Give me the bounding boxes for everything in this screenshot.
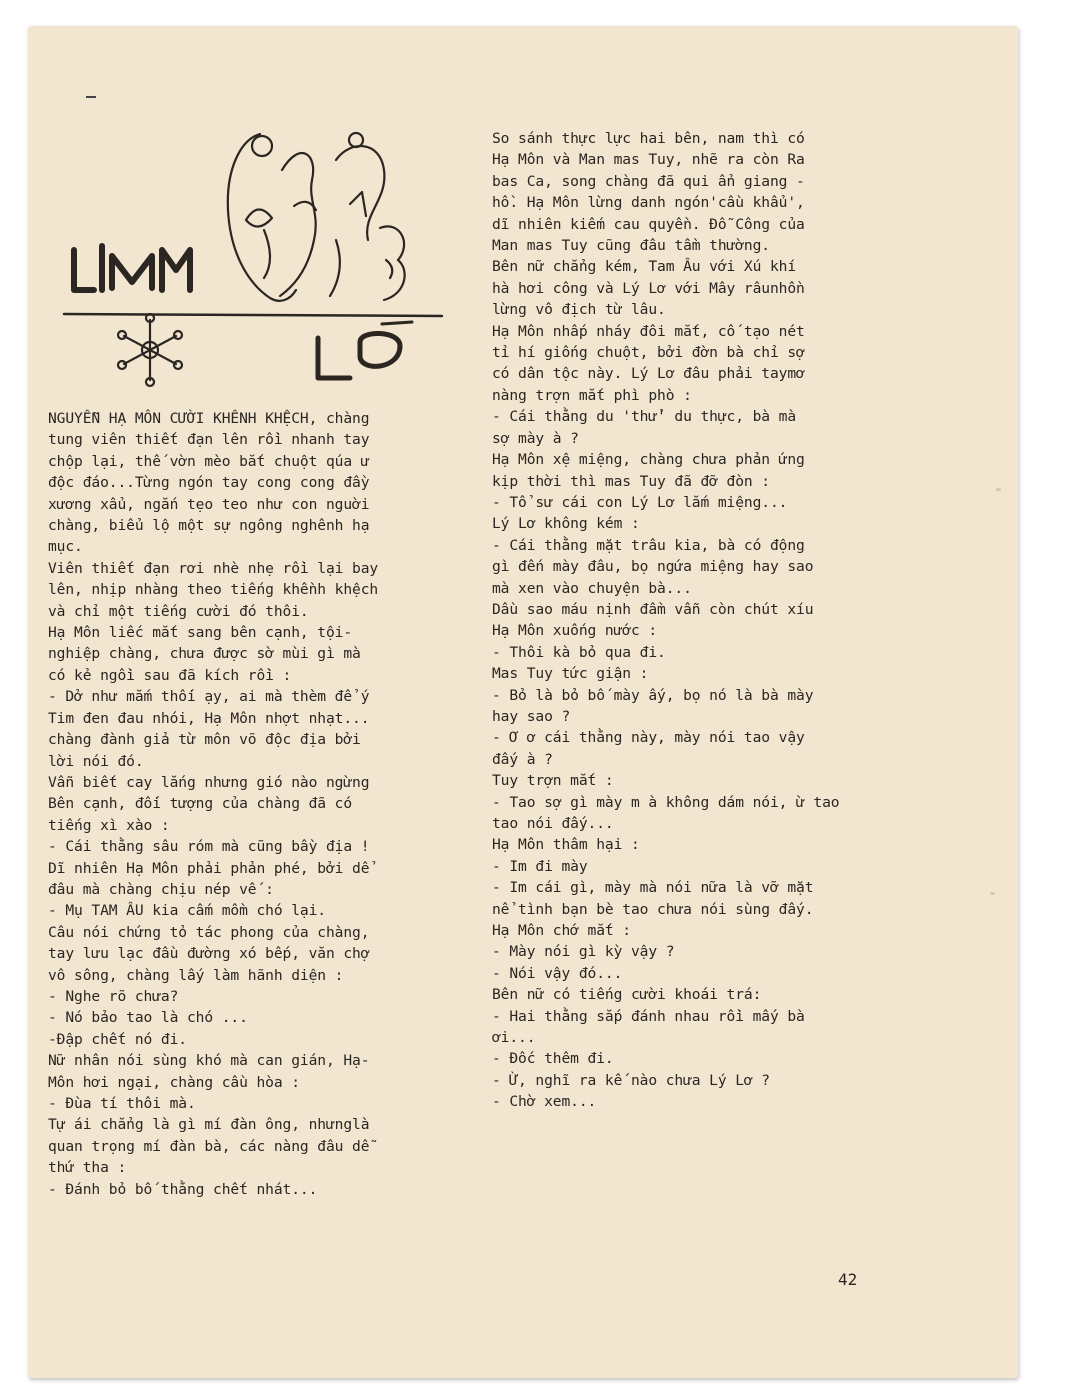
text-line: tay lưu lạc đầu đường xó bếp, văn chợ	[48, 945, 370, 963]
text-line: kịp thời thì mas Tuy đã đỡ đòn :	[492, 472, 770, 490]
text-line: Man mas Tuy cũng đâu tầm thường.	[492, 237, 770, 255]
text-line: - Đánh bỏ bố thằng chết nhát...	[48, 1180, 318, 1198]
text-line: chàng, biểu lộ một sự ngông nghênh hạ	[48, 517, 370, 535]
text-line: Vẫn biết cay lắng nhưng gió nào ngừng	[48, 773, 370, 791]
text-line: Lý Lơ không kém :	[492, 515, 640, 533]
text-line: vô sông, chàng lấy làm hãnh diện :	[48, 966, 344, 984]
text-line: Bên nữ có tiếng cười khoái trá:	[492, 986, 762, 1004]
title-rule	[64, 314, 442, 316]
text-line: So sánh thực lực hai bên, nam thì có	[492, 130, 805, 147]
text-line: Bên cạnh, đối tượng của chàng đã có	[48, 795, 353, 813]
binding-hole	[990, 892, 995, 895]
text-line: - Nó bảo tao là chó ...	[48, 1009, 248, 1027]
text-line: Dĩ nhiên Hạ Môn phải phản phé, bởi dể	[48, 859, 370, 877]
ink-mark	[86, 96, 96, 98]
text-line: sợ mày à ?	[492, 429, 579, 447]
text-line: - Mụ TAM ÂU kia cấm mồm chó lại.	[48, 902, 326, 920]
text-line: - Cái thằng sâu róm mà cũng bầy địa !	[48, 838, 370, 856]
text-line: Viên thiết đạn rơi nhè nhẹ rồi lại bay	[48, 559, 379, 577]
text-line: Nữ nhân nói sùng khó mà can gián, Hạ-	[48, 1052, 370, 1070]
text-line: xương xẩu, ngắn tẹo teo như con nguời	[48, 495, 370, 513]
text-line: chàng đành giả từ môn võ độc địa bởi	[48, 731, 361, 749]
title-lettering-2	[318, 322, 412, 378]
text-line: hà hơi công và Lý Lơ với Mây râunhồn	[492, 279, 805, 297]
text-line: nàng trợn mắt phì phò :	[492, 386, 692, 404]
text-line: - Đốc thêm đi.	[492, 1050, 614, 1068]
text-line: lừng vô địch từ lâu.	[492, 301, 666, 319]
text-line: độc đáo...Từng ngón tay cong cong đầy	[48, 474, 370, 492]
text-line: - Thôi kà bỏ qua đi.	[492, 643, 666, 661]
text-line: có kẻ ngồi sau đã kích rồi :	[48, 666, 292, 684]
text-line: - Dở như mắm thối ạy, ai mà thèm để ý	[48, 688, 370, 706]
text-line: Hạ Môn liếc mắt sang bên cạnh, tội-	[48, 624, 353, 642]
text-line: Môn hơi ngại, chàng cầu hòa :	[48, 1073, 300, 1091]
text-line: chộp lại, thế vờn mèo bắt chuột qúa ư	[48, 452, 370, 470]
text-line: Dầu sao máu nịnh đầm vẫn còn chút xíu	[492, 600, 814, 618]
text-line: dĩ nhiên kiếm cau quyền. Đỗ Công của	[492, 215, 805, 233]
text-line: Tuy trợn mắt :	[492, 772, 614, 790]
text-line: lời nói đó.	[48, 752, 144, 770]
text-line: - Cái thằng du 'thử' du thực, bà mà	[492, 408, 797, 426]
text-line: tỉ hí giống chuột, bởi đờn bà chỉ sợ	[492, 344, 805, 362]
binding-hole	[996, 488, 1001, 491]
text-line: và chỉ một tiếng cười đó thôi.	[48, 602, 309, 620]
text-line: đâu mà chàng chịu nép vế :	[48, 880, 274, 898]
text-line: thứ tha :	[48, 1159, 127, 1177]
text-line: ơi...	[492, 1029, 536, 1047]
text-line: Tự ái chẳng là gì mí đàn ông, nhưnglà	[48, 1116, 370, 1134]
page-number: 42	[838, 1270, 858, 1289]
text-line: quan trọng mí đàn bà, các nàng đâu dễ	[48, 1137, 370, 1155]
text-line: - Bỏ là bỏ bố mày ấy, bọ nó là bà mày	[492, 686, 814, 704]
text-line: gì đến mày đâu, bọ ngứa miệng hay sao	[492, 558, 814, 576]
text-line: lên, nhịp nhàng theo tiếng khềnh khệch	[48, 581, 379, 599]
text-line: - Hai thằng sắp đánh nhau rồi mấy bà	[492, 1007, 805, 1025]
text-line: Hạ Môn chớ mắt :	[492, 922, 631, 940]
text-line: Hạ Môn xệ miệng, chàng chưa phản ứng	[492, 451, 805, 469]
title-illustration	[50, 110, 470, 400]
text-line: có dân tộc này. Lý Lơ đâu phải taymơ	[492, 365, 805, 383]
text-line: tao nói đấy...	[492, 815, 614, 832]
text-line: Hạ Môn thâm hại :	[492, 836, 640, 854]
text-line: Câu nói chứng tỏ tác phong của chàng,	[48, 923, 370, 941]
text-line: nghiệp chàng, chưa được sờ mùi gì mà	[48, 645, 361, 663]
text-line: Hạ Môn và Man mas Tuy, nhẽ ra còn Ra	[492, 151, 805, 169]
text-line: - Ơ ơ cái thằng này, mày nói tao vậy	[492, 729, 805, 747]
text-line: - Mày nói gì kỳ vậy ?	[492, 943, 675, 961]
text-line: tung viên thiết đạn lên rồi nhanh tay	[48, 431, 370, 449]
text-line: hay sao ?	[492, 707, 571, 725]
face-sketch	[228, 133, 405, 301]
text-line: -Đập chết nó đi.	[48, 1030, 187, 1048]
text-line: - Nghe rõ chưa?	[48, 987, 179, 1005]
text-line: - Cái thằng mặt trâu kia, bà có động	[492, 536, 805, 554]
text-line: - Im đi mày	[492, 857, 588, 875]
text-line: - Chờ xem...	[492, 1093, 597, 1111]
text-line: Hạ Môn nhấp nháy đôi mắt, cố tạo nét	[492, 322, 805, 340]
text-line: đấy à ?	[492, 750, 553, 768]
snowflake-ornament	[118, 314, 182, 386]
text-line: - Tổ sư cái con Lý Lơ lắm miệng...	[492, 493, 788, 511]
text-line: - Đùa tí thôi mà.	[48, 1095, 196, 1112]
right-text-column	[492, 128, 932, 1113]
text-line: nể tình bạn bè tao chưa nói sùng đấy.	[492, 900, 814, 918]
text-line: - Ừ, nghĩ ra kế nào chưa Lý Lơ ?	[492, 1071, 770, 1089]
text-line: mục.	[48, 538, 83, 556]
text-line: tiếng xì xào :	[48, 816, 170, 834]
text-line: - Tao sợ gì mày m à không dám nói, ừ tao	[492, 793, 840, 811]
text-line: Mas Tuy tức giận :	[492, 665, 649, 683]
text-line: Hạ Môn xuống nước :	[492, 622, 658, 640]
text-line: Tim đen đau nhói, Hạ Môn nhợt nhạt...	[48, 709, 370, 727]
text-line: hồ. Hạ Môn lừng danh ngón'cầu khẩu',	[492, 194, 805, 212]
text-line: NGUYỄN HẠ MÔN CƯỜI KHÊNH KHỆCH, chàng	[48, 410, 370, 427]
text-line: mà xen vào chuyện bà...	[492, 579, 692, 597]
text-line: - Im cái gì, mày mà nói nữa là vỡ mặt	[492, 879, 814, 897]
text-line: bas Ca, song chàng đã qui ẩn giang -	[492, 172, 805, 190]
title-lettering	[74, 246, 190, 290]
text-line: - Nói vậy đó...	[492, 964, 623, 982]
left-text-column	[48, 408, 468, 1200]
text-line: Bên nữ chẳng kém, Tam Âu với Xú khí	[492, 258, 797, 276]
